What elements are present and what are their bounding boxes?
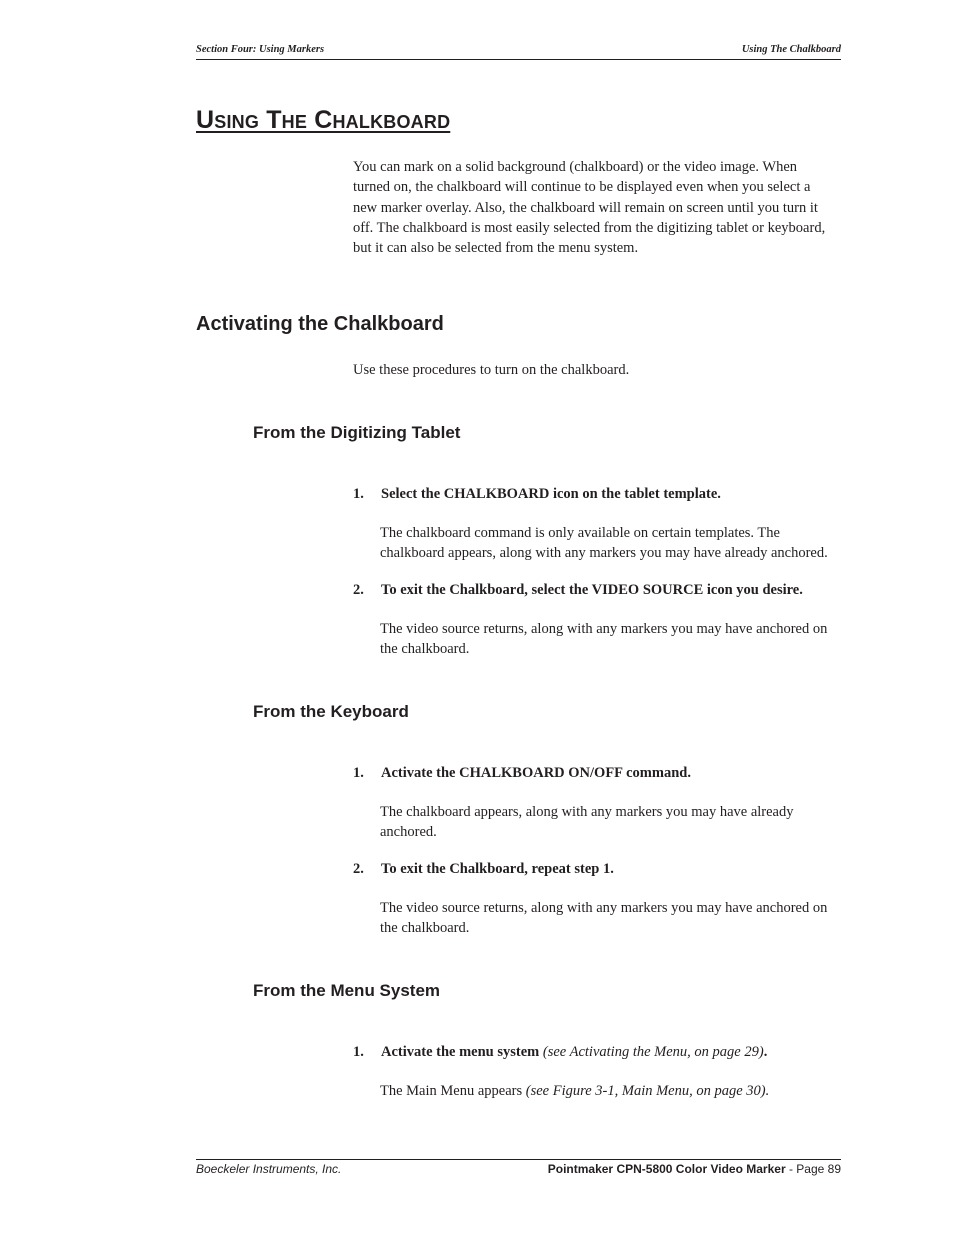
step-end-punctuation: . [763, 1044, 768, 1060]
keyboard-step-2-result: The video source returns, along with any markers you may have anchored on the chalkboard. [380, 900, 828, 937]
tablet-step-1 [353, 486, 835, 503]
tablet-step-2-result: The video source returns, along with any markers you may have anchored on the chalkboard. [380, 621, 828, 658]
menu-step-1 [353, 1044, 835, 1061]
keyboard-step-1 [353, 765, 835, 782]
header-section-label: Section Four: Using Markers [196, 44, 325, 55]
step-result-text: The Main Menu appears [380, 1083, 523, 1099]
step-number: 2. [353, 861, 364, 877]
step-number: 2. [353, 582, 364, 598]
tablet-step-2 [353, 582, 835, 599]
step-instruction: Activate the CHALKBOARD ON/OFF command. [381, 765, 691, 781]
tablet-step-1-result: The chalkboard command is only available on certain templates. The chalkboard appears, along with any markers you may have already anchored. [380, 525, 828, 562]
step-number: 1. [353, 486, 364, 502]
step-number: 1. [353, 1044, 364, 1060]
keyboard-step-1-result: The chalkboard appears, along with any markers you may have already anchored. [380, 804, 794, 841]
figure-reference: (see Figure 3-1, Main Menu, on page 30). [525, 1083, 770, 1099]
section-heading: Activating the Chalkboard [196, 313, 444, 335]
subheading-tablet: From the Digitizing Tablet [253, 423, 461, 442]
cross-reference: (see Activating the Menu, on page 29) [542, 1044, 764, 1060]
step-instruction: Select the CHALKBOARD icon on the tablet template. [381, 486, 721, 502]
footer-product: Pointmaker CPN-5800 Color Video Marker [547, 1162, 786, 1176]
subheading-menu: From the Menu System [253, 981, 441, 1000]
menu-step-1-result [380, 1081, 836, 1101]
section-intro: Use these procedures to turn on the chalkboard. [353, 362, 630, 378]
keyboard-step-2 [353, 861, 835, 878]
page-title: Using The Chalkboard [196, 106, 451, 134]
footer-page-info [548, 1162, 841, 1176]
step-instruction: Activate the menu system [381, 1044, 540, 1060]
running-header [196, 44, 841, 60]
step-number: 1. [353, 765, 364, 781]
footer-company: Boeckeler Instruments, Inc. [196, 1162, 342, 1176]
step-instruction: To exit the Chalkboard, select the VIDEO SOURCE icon you desire. [381, 582, 803, 598]
step-instruction: To exit the Chalkboard, repeat step 1. [381, 861, 614, 877]
running-footer [196, 1159, 841, 1180]
footer-page-number: - Page 89 [785, 1162, 841, 1176]
header-topic-label: Using The Chalkboard [741, 44, 841, 55]
subheading-keyboard: From the Keyboard [253, 702, 409, 721]
intro-paragraph: You can mark on a solid background (chalkboard) or the video image. When turned on, the chalkboard will continue to be displayed even when you select a new marker overlay. Also, the chalkboard will remain on screen until you turn it off. The chalkboard is most easily selected from the digitizing tablet or keyboard, but it can also be selected from the menu system. [353, 159, 826, 257]
